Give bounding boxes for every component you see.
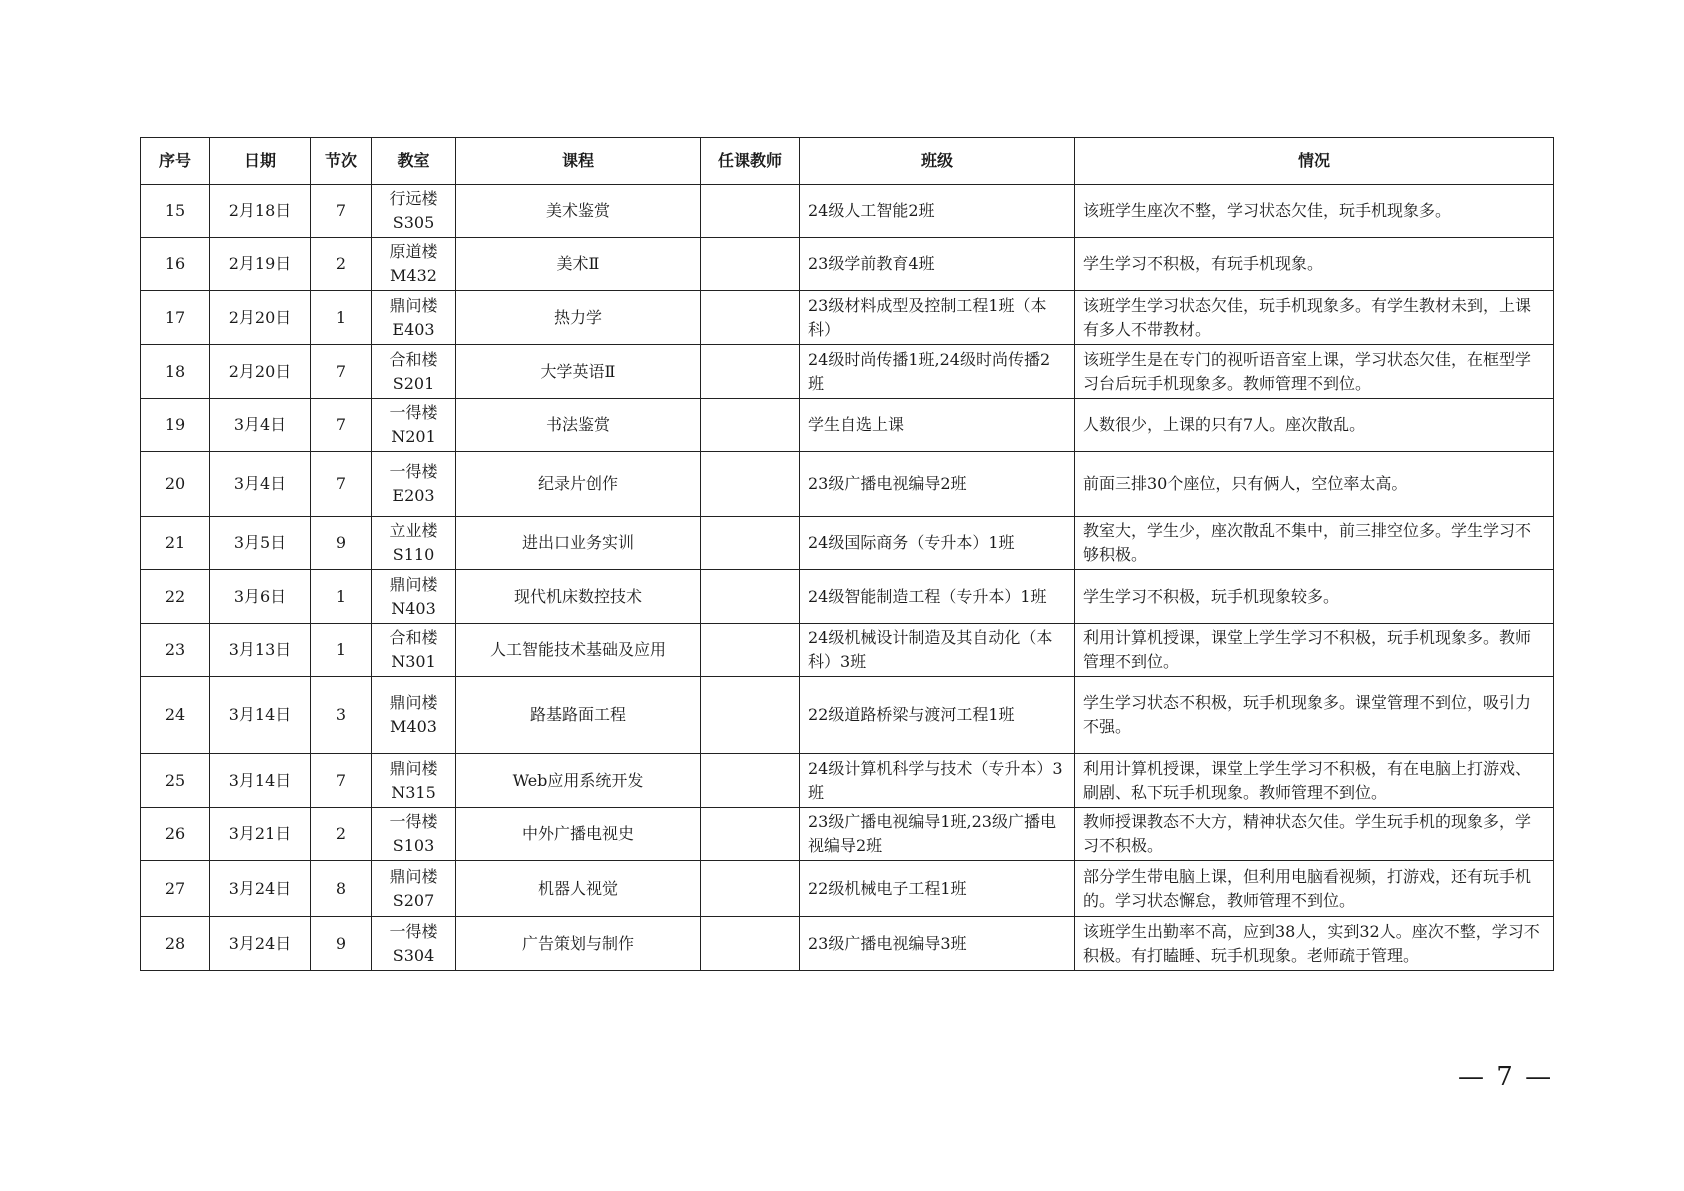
- cell-course: 广告策划与制作: [456, 917, 701, 971]
- cell-period: 7: [311, 452, 372, 517]
- cell-period: 7: [311, 345, 372, 399]
- cell-situation: 前面三排30个座位，只有俩人，空位率太高。: [1075, 452, 1554, 517]
- cell-situation: 利用计算机授课，课堂上学生学习不积极，玩手机现象多。教师管理不到位。: [1075, 624, 1554, 677]
- cell-period: 8: [311, 861, 372, 917]
- cell-serial: 21: [141, 517, 210, 570]
- classroom-room: E203: [392, 486, 435, 505]
- classroom-building: 合和楼: [389, 349, 438, 369]
- classroom-room: N315: [391, 782, 436, 802]
- classroom-room: S304: [392, 945, 435, 965]
- cell-situation: 该班学生座次不整，学习状态欠佳，玩手机现象多。: [1075, 185, 1554, 238]
- table-body: [141, 185, 1554, 971]
- classroom-room: S305: [392, 213, 435, 232]
- cell-classroom: [372, 517, 456, 570]
- cell-period: 1: [311, 291, 372, 345]
- header-serial: 序号: [141, 138, 210, 185]
- table-header-row: [141, 138, 1554, 185]
- cell-date: 3月24日: [210, 917, 311, 971]
- cell-classroom: [372, 238, 456, 291]
- cell-classroom: [372, 345, 456, 399]
- cell-teacher: [701, 677, 800, 754]
- cell-serial: 27: [141, 861, 210, 917]
- cell-period: 7: [311, 399, 372, 452]
- cell-date: 3月14日: [210, 677, 311, 754]
- cell-serial: 15: [141, 185, 210, 238]
- classroom-room: N301: [391, 652, 436, 671]
- cell-class: 24级时尚传播1班,24级时尚传播2班: [800, 345, 1075, 399]
- cell-situation: 教师授课教态不大方，精神状态欠佳。学生玩手机的现象多，学习不积极。: [1075, 808, 1554, 861]
- cell-classroom: [372, 399, 456, 452]
- table-row: [141, 570, 1554, 624]
- table-row: [141, 399, 1554, 452]
- cell-classroom: [372, 624, 456, 677]
- cell-date: 3月24日: [210, 861, 311, 917]
- header-date: 日期: [210, 138, 311, 185]
- classroom-room: E403: [392, 319, 435, 339]
- classroom-building: 合和楼: [389, 628, 438, 647]
- cell-situation: 该班学生出勤率不高，应到38人，实到32人。座次不整，学习不积极。有打瞌睡、玩手机现象。老师疏于管理。: [1075, 917, 1554, 971]
- header-period: 节次: [311, 138, 372, 185]
- cell-serial: 20: [141, 452, 210, 517]
- cell-situation: 学生学习不积极，有玩手机现象。: [1075, 238, 1554, 291]
- header-course: 课程: [456, 138, 701, 185]
- cell-classroom: [372, 570, 456, 624]
- cell-date: 2月18日: [210, 185, 311, 238]
- cell-date: 2月20日: [210, 291, 311, 345]
- cell-course: 大学英语Ⅱ: [456, 345, 701, 399]
- cell-teacher: [701, 754, 800, 808]
- classroom-room: S207: [392, 890, 435, 910]
- cell-teacher: [701, 570, 800, 624]
- cell-teacher: [701, 517, 800, 570]
- cell-serial: 23: [141, 624, 210, 677]
- cell-class: 学生自选上课: [800, 399, 1075, 452]
- classroom-building: 鼎问楼: [389, 866, 438, 886]
- cell-situation: 部分学生带电脑上课，但利用电脑看视频，打游戏，还有玩手机的。学习状态懈怠，教师管理不到位。: [1075, 861, 1554, 917]
- classroom-room: S103: [392, 836, 435, 855]
- cell-date: 2月20日: [210, 345, 311, 399]
- classroom-building: 一得楼: [389, 812, 438, 831]
- table-row: [141, 808, 1554, 861]
- cell-teacher: [701, 861, 800, 917]
- table-row: [141, 677, 1554, 754]
- cell-situation: 教室大，学生少，座次散乱不集中，前三排空位多。学生学习不够积极。: [1075, 517, 1554, 570]
- cell-teacher: [701, 238, 800, 291]
- cell-situation: 学生学习不积极，玩手机现象较多。: [1075, 570, 1554, 624]
- header-class: 班级: [800, 138, 1075, 185]
- cell-date: 3月14日: [210, 754, 311, 808]
- cell-serial: 18: [141, 345, 210, 399]
- cell-period: 9: [311, 517, 372, 570]
- classroom-building: 一得楼: [389, 403, 438, 422]
- cell-serial: 16: [141, 238, 210, 291]
- cell-serial: 26: [141, 808, 210, 861]
- table-row: [141, 517, 1554, 570]
- header-teacher: 任课教师: [701, 138, 800, 185]
- cell-class: 24级智能制造工程（专升本）1班: [800, 570, 1075, 624]
- cell-period: 9: [311, 917, 372, 971]
- cell-teacher: [701, 808, 800, 861]
- cell-course: Web应用系统开发: [456, 754, 701, 808]
- classroom-building: 鼎问楼: [389, 295, 438, 315]
- cell-situation: 该班学生是在专门的视听语音室上课，学习状态欠佳，在框型学习台后玩手机现象多。教师管理不到位。: [1075, 345, 1554, 399]
- classroom-building: 原道楼: [389, 242, 438, 261]
- inspection-table: [140, 137, 1554, 971]
- classroom-building: 鼎问楼: [389, 693, 438, 712]
- table-row: [141, 238, 1554, 291]
- cell-classroom: [372, 917, 456, 971]
- cell-class: 23级材料成型及控制工程1班（本科）: [800, 291, 1075, 345]
- cell-class: 23级学前教育4班: [800, 238, 1075, 291]
- cell-teacher: [701, 917, 800, 971]
- classroom-building: 鼎问楼: [389, 758, 438, 778]
- classroom-building: 一得楼: [389, 921, 438, 941]
- table-row: [141, 291, 1554, 345]
- header-classroom: 教室: [372, 138, 456, 185]
- cell-class: 23级广播电视编导2班: [800, 452, 1075, 517]
- classroom-building: 立业楼: [389, 521, 438, 540]
- cell-situation: 人数很少，上课的只有7人。座次散乱。: [1075, 399, 1554, 452]
- cell-course: 纪录片创作: [456, 452, 701, 517]
- cell-class: 24级国际商务（专升本）1班: [800, 517, 1075, 570]
- cell-teacher: [701, 452, 800, 517]
- table-row: [141, 861, 1554, 917]
- cell-course: 机器人视觉: [456, 861, 701, 917]
- cell-class: 23级广播电视编导1班,23级广播电视编导2班: [800, 808, 1075, 861]
- cell-serial: 25: [141, 754, 210, 808]
- cell-date: 2月19日: [210, 238, 311, 291]
- cell-course: 书法鉴赏: [456, 399, 701, 452]
- classroom-room: M432: [390, 266, 437, 285]
- cell-class: 22级机械电子工程1班: [800, 861, 1075, 917]
- cell-serial: 24: [141, 677, 210, 754]
- cell-date: 3月5日: [210, 517, 311, 570]
- cell-date: 3月4日: [210, 399, 311, 452]
- cell-course: 美术Ⅱ: [456, 238, 701, 291]
- cell-date: 3月6日: [210, 570, 311, 624]
- classroom-room: S110: [392, 545, 435, 564]
- cell-period: 7: [311, 754, 372, 808]
- cell-classroom: [372, 808, 456, 861]
- classroom-building: 鼎问楼: [389, 574, 438, 594]
- cell-class: 23级广播电视编导3班: [800, 917, 1075, 971]
- classroom-building: 一得楼: [389, 462, 438, 481]
- page-number: — 7 —: [1458, 1062, 1554, 1092]
- cell-period: 2: [311, 808, 372, 861]
- cell-classroom: [372, 185, 456, 238]
- table-row: [141, 452, 1554, 517]
- classroom-room: S201: [392, 373, 435, 393]
- cell-course: 中外广播电视史: [456, 808, 701, 861]
- cell-situation: 利用计算机授课，课堂上学生学习不积极，有在电脑上打游戏、刷剧、私下玩手机现象。教师管理不到位。: [1075, 754, 1554, 808]
- cell-course: 热力学: [456, 291, 701, 345]
- cell-period: 1: [311, 624, 372, 677]
- cell-date: 3月4日: [210, 452, 311, 517]
- cell-period: 1: [311, 570, 372, 624]
- cell-course: 人工智能技术基础及应用: [456, 624, 701, 677]
- cell-date: 3月13日: [210, 624, 311, 677]
- cell-serial: 28: [141, 917, 210, 971]
- cell-classroom: [372, 861, 456, 917]
- cell-date: 3月21日: [210, 808, 311, 861]
- cell-teacher: [701, 399, 800, 452]
- classroom-room: N403: [391, 598, 436, 618]
- header-situation: 情况: [1075, 138, 1554, 185]
- classroom-building: 行远楼: [389, 189, 438, 208]
- cell-situation: 学生学习状态不积极，玩手机现象多。课堂管理不到位，吸引力不强。: [1075, 677, 1554, 754]
- cell-serial: 17: [141, 291, 210, 345]
- cell-course: 美术鉴赏: [456, 185, 701, 238]
- cell-classroom: [372, 452, 456, 517]
- table-row: [141, 345, 1554, 399]
- cell-situation: 该班学生学习状态欠佳，玩手机现象多。有学生教材未到，上课有多人不带教材。: [1075, 291, 1554, 345]
- cell-period: 7: [311, 185, 372, 238]
- cell-classroom: [372, 291, 456, 345]
- cell-class: 24级人工智能2班: [800, 185, 1075, 238]
- table-row: [141, 624, 1554, 677]
- table-row: [141, 754, 1554, 808]
- cell-serial: 19: [141, 399, 210, 452]
- cell-class: 24级机械设计制造及其自动化（本科）3班: [800, 624, 1075, 677]
- cell-course: 进出口业务实训: [456, 517, 701, 570]
- cell-course: 现代机床数控技术: [456, 570, 701, 624]
- cell-teacher: [701, 345, 800, 399]
- cell-period: 3: [311, 677, 372, 754]
- cell-period: 2: [311, 238, 372, 291]
- classroom-room: M403: [390, 717, 437, 736]
- cell-class: 24级计算机科学与技术（专升本）3班: [800, 754, 1075, 808]
- cell-serial: 22: [141, 570, 210, 624]
- cell-classroom: [372, 677, 456, 754]
- cell-teacher: [701, 185, 800, 238]
- table-row: [141, 185, 1554, 238]
- table-row: [141, 917, 1554, 971]
- cell-class: 22级道路桥梁与渡河工程1班: [800, 677, 1075, 754]
- cell-teacher: [701, 291, 800, 345]
- cell-teacher: [701, 624, 800, 677]
- classroom-room: N201: [391, 427, 436, 446]
- cell-course: 路基路面工程: [456, 677, 701, 754]
- cell-classroom: [372, 754, 456, 808]
